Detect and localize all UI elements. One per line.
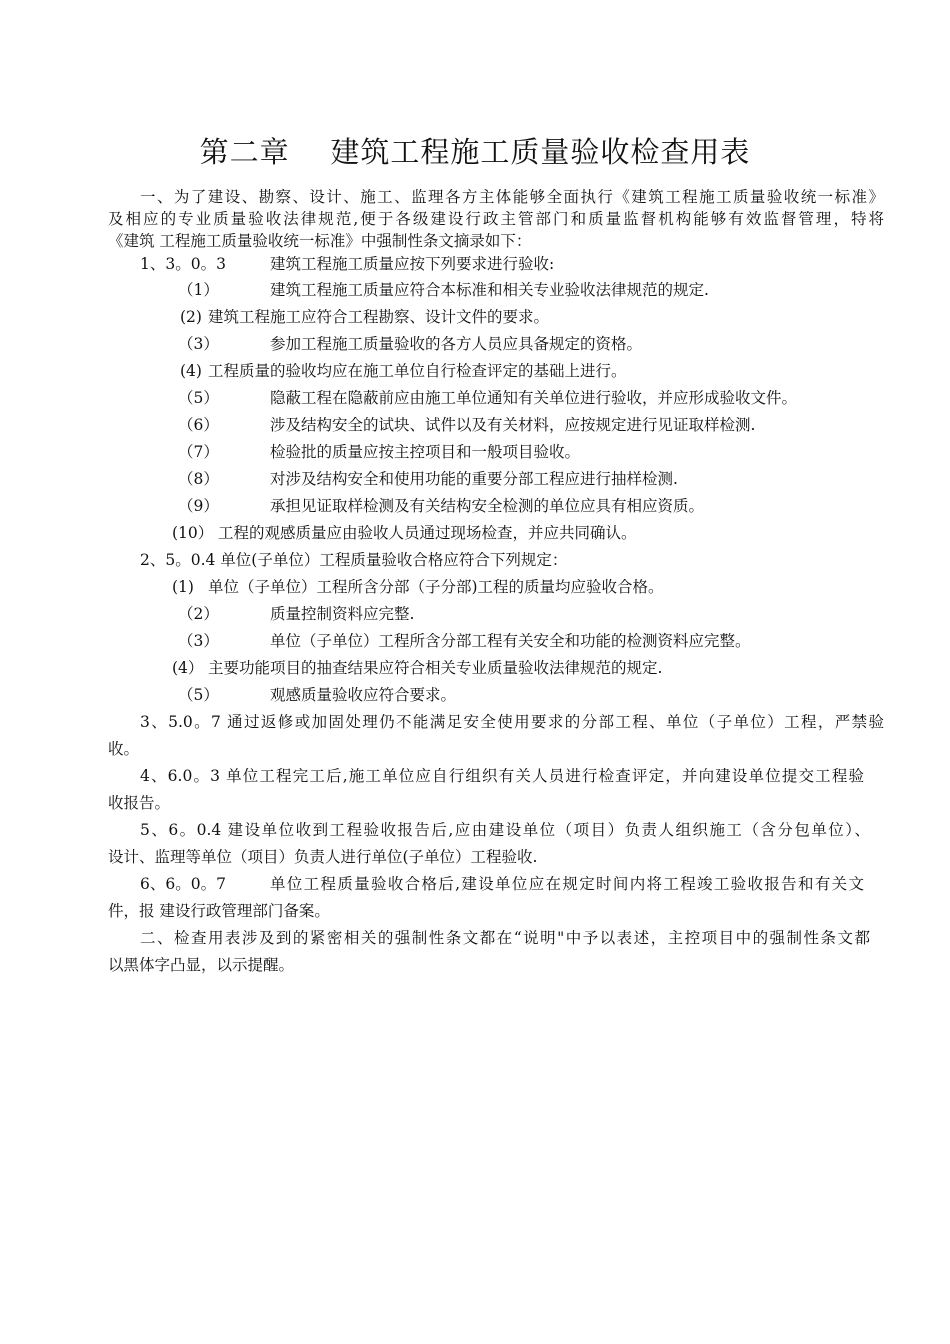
list-item-number: (1) <box>172 578 194 596</box>
intro-line-1: 一、为了建设、勘察、设计、施工、监理各方主体能够全面执行《建筑工程施工质量验收统一标准》 <box>140 188 884 206</box>
list-item-number: （3） <box>178 335 219 353</box>
list-item-number: (4） <box>172 659 204 677</box>
list-item-text: 检验批的质量应按主控项目和一般项目验收。 <box>270 443 581 461</box>
list-item-text: 建筑工程施工应符合工程勘察、设计文件的要求。 <box>208 308 550 326</box>
clause-6-line-2: 件，报 建设行政管理部门备案。 <box>108 902 330 920</box>
clause-3-line-1: 3、5.0。7 通过返修或加固处理仍不能满足安全使用要求的分部工程、单位（子单位）工程，严禁验 <box>140 713 884 731</box>
clause-1-text: 建筑工程施工质量应按下列要求进行验收: <box>270 255 555 273</box>
list-item-text: 涉及结构安全的试块、试件以及有关材料，应按规定进行见证取样检测. <box>270 416 756 434</box>
list-item-text: 观感质量验收应符合要求。 <box>270 686 457 704</box>
clause-5-line-1: 5、6。0.4 建设单位收到工程验收报告后,应由建设单位（项目）负责人组织施工（含分包单位）、 <box>140 821 870 839</box>
intro-line-2: 及相应的专业质量验收法律规范,便于各级建设行政主管部门和质量监督机构能够有效监督管理，特将 <box>108 210 884 228</box>
list-item-text: 对涉及结构安全和使用功能的重要分部工程应进行抽样检测. <box>270 470 678 488</box>
list-item-text: 承担见证取样检测及有关结构安全检测的单位应具有相应资质。 <box>270 497 705 515</box>
clause-6-number: 6、6。0。7 <box>140 875 226 893</box>
list-item-text: 隐蔽工程在隐蔽前应由施工单位通知有关单位进行验收，并应形成验收文件。 <box>270 389 798 407</box>
clause-2-text: 2、5。0.4 单位(子单位）工程质量验收合格应符合下列规定： <box>140 551 568 569</box>
list-item-number: （8） <box>178 470 219 488</box>
list-item-text: 建筑工程施工质量应符合本标准和相关专业验收法律规范的规定. <box>270 281 709 299</box>
list-item-text: 参加工程施工质量验收的各方人员应具备规定的资格。 <box>270 335 643 353</box>
page-title: 第二章 建筑工程施工质量验收检查用表 <box>199 135 751 169</box>
list-item-text: 工程质量的验收均应在施工单位自行检查评定的基础上进行。 <box>208 362 627 380</box>
list-item-number: （2） <box>178 605 219 623</box>
list-item-number: （3） <box>178 632 219 650</box>
list-item-number: (2) <box>180 308 202 326</box>
list-item-number: (10） <box>172 524 214 542</box>
clause-4-line-2: 收报告。 <box>108 794 171 812</box>
list-item-text: 质量控制资料应完整. <box>270 605 415 623</box>
list-item-number: （7） <box>178 443 219 461</box>
intro-line-3: 《建筑 工程施工质量验收统一标准》中强制性条文摘录如下： <box>108 232 532 250</box>
clause-1-number: 1、3。0。3 <box>140 255 226 273</box>
list-item-number: (4) <box>180 362 202 380</box>
list-item-number: （6） <box>178 416 219 434</box>
list-item-number: （1） <box>178 281 219 299</box>
list-item-number: （9） <box>178 497 219 515</box>
list-item-number: （5） <box>178 686 219 704</box>
clause-3-line-2: 收。 <box>108 740 140 758</box>
list-item-text: 单位（子单位）工程所含分部（子分部)工程的质量均应验收合格。 <box>208 578 664 596</box>
list-item-text: 工程的观感质量应由验收人员通过现场检查，并应共同确认。 <box>218 524 637 542</box>
clause-6-line-1: 单位工程质量验收合格后,建设单位应在规定时间内将工程竣工验收报告和有关文 <box>270 875 864 893</box>
clause-4-line-1: 4、6.0。3 单位工程完工后,施工单位应自行组织有关人员进行检查评定，并向建设单位提交工程验 <box>140 767 864 785</box>
list-item-text: 主要功能项目的抽查结果应符合相关专业质量验收法律规范的规定. <box>208 659 663 677</box>
list-item-number: （5） <box>178 389 219 407</box>
conclusion-line-1: 二、检查用表涉及到的紧密相关的强制性条文都在“说明"中予以表述，主控项目中的强制性条文都 <box>140 929 870 947</box>
clause-5-line-2: 设计、监理等单位（项目）负责人进行单位(子单位）工程验收. <box>108 848 538 866</box>
conclusion-line-2: 以黑体字凸显，以示提醒。 <box>108 956 295 974</box>
list-item-text: 单位（子单位）工程所含分部工程有关安全和功能的检测资料应完整。 <box>270 632 751 650</box>
